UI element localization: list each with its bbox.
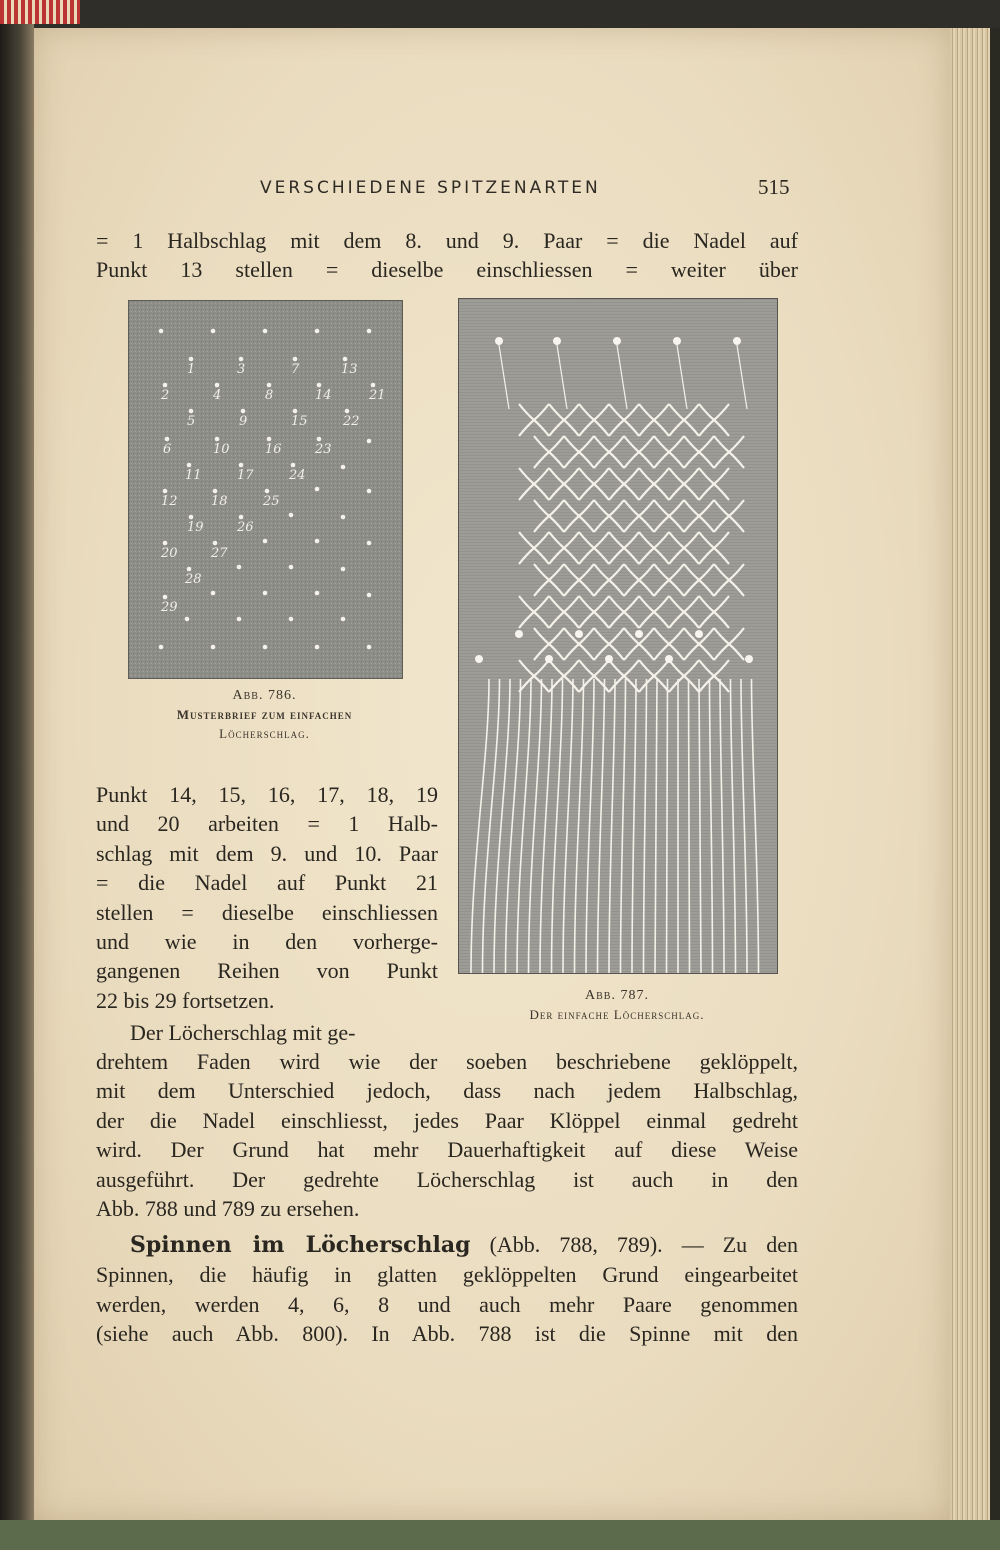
pin bbox=[545, 655, 553, 663]
pin-hole bbox=[163, 595, 168, 600]
figure-786-pattern-card bbox=[128, 300, 403, 679]
text-line: mit dem Unterschied jedoch, dass nach jedem Halbschlag, bbox=[96, 1078, 798, 1104]
pin-hole bbox=[163, 489, 168, 494]
pattern-number: 12 bbox=[161, 494, 178, 509]
pin-hole bbox=[267, 437, 272, 442]
text-line: werden, werden 4, 6, 8 und auch mehr Paare genommen bbox=[96, 1291, 798, 1317]
pin bbox=[495, 337, 503, 345]
pin-hole bbox=[239, 463, 244, 468]
text-line: (siehe auch Abb. 800). In Abb. 788 ist die Spinne mit den bbox=[96, 1321, 798, 1347]
pin-hole bbox=[315, 645, 320, 650]
pin-hole bbox=[291, 463, 296, 468]
pattern-number: 2 bbox=[161, 388, 170, 403]
pin-hole bbox=[263, 645, 268, 650]
pin-hole bbox=[211, 645, 216, 650]
pin-hole bbox=[211, 329, 216, 334]
pin-hole bbox=[265, 489, 270, 494]
pin bbox=[515, 630, 523, 638]
figure-786-caption bbox=[128, 686, 401, 743]
pin bbox=[553, 337, 561, 345]
pattern-number: 28 bbox=[185, 572, 202, 587]
text-line: schlag mit dem 9. und 10. Paar bbox=[96, 840, 438, 866]
pin-hole bbox=[315, 329, 320, 334]
text-line: = 1 Halbschlag mit dem 8. und 9. Paar = die Nadel auf bbox=[96, 228, 798, 253]
pin-hole bbox=[289, 513, 294, 518]
pin bbox=[665, 655, 673, 663]
pin-hole bbox=[341, 515, 346, 520]
pin-hole bbox=[163, 541, 168, 546]
pin-hole bbox=[317, 437, 322, 442]
pin-hole bbox=[187, 463, 192, 468]
pin-hole bbox=[267, 383, 272, 388]
page-edges bbox=[950, 28, 990, 1520]
pin bbox=[475, 655, 483, 663]
pin-hole bbox=[315, 487, 320, 492]
paragraph-top bbox=[96, 226, 798, 285]
paragraph-2-first-line bbox=[130, 1018, 438, 1047]
paragraph-3-first-line-rest: (Abb. 788, 789). — Zu den bbox=[470, 1232, 798, 1257]
page-number: 515 bbox=[758, 175, 790, 199]
pattern-card-illustration bbox=[129, 301, 402, 678]
figure-786-caption-line2: Löcherschlag. bbox=[219, 726, 310, 741]
pin bbox=[733, 337, 741, 345]
pin-hole bbox=[341, 567, 346, 572]
figure-787-caption bbox=[458, 986, 776, 1024]
book-spine bbox=[0, 0, 34, 1550]
thread bbox=[667, 679, 668, 973]
lace-engraving bbox=[459, 299, 777, 973]
pin-hole bbox=[315, 591, 320, 596]
pin bbox=[635, 630, 643, 638]
pin-hole bbox=[315, 539, 320, 544]
text-line: Punkt 13 stellen = dieselbe einschliessen = weiter über bbox=[96, 257, 798, 283]
figure-787-lace-illustration bbox=[458, 298, 778, 974]
pin-hole bbox=[263, 329, 268, 334]
pin bbox=[673, 337, 681, 345]
pattern-number: 24 bbox=[289, 468, 306, 483]
pattern-number: 27 bbox=[211, 546, 228, 561]
pin-hole bbox=[345, 409, 350, 414]
running-title: VERSCHIEDENE SPITZENARTEN bbox=[260, 178, 601, 198]
text-line: der die Nadel einschliesst, jedes Paar Klöppel einmal gedreht bbox=[96, 1107, 798, 1133]
paragraph-left-column bbox=[96, 780, 438, 1015]
pattern-number: 25 bbox=[263, 494, 280, 509]
paragraph-3 bbox=[96, 1230, 798, 1349]
pattern-number: 21 bbox=[369, 388, 386, 403]
pin-hole bbox=[289, 617, 294, 622]
text-line: drehtem Faden wird wie der soeben beschriebene geklöppelt, bbox=[96, 1049, 798, 1074]
pattern-number: 29 bbox=[161, 600, 178, 615]
pin-hole bbox=[189, 357, 194, 362]
text-line: wird. Der Grund hat mehr Dauerhaftigkeit auf diese Weise bbox=[96, 1137, 798, 1163]
thread bbox=[689, 679, 690, 973]
pattern-number: 19 bbox=[187, 520, 204, 535]
paragraph-3-heading: Spinnen im Löcherschlag bbox=[130, 1232, 471, 1258]
pattern-number: 18 bbox=[211, 494, 228, 509]
pin-hole bbox=[239, 515, 244, 520]
figure-786-label: Abb. 786. bbox=[232, 688, 297, 703]
pin-hole bbox=[215, 383, 220, 388]
pin-hole bbox=[189, 515, 194, 520]
text-line: gangenen Reihen von Punkt bbox=[96, 958, 438, 984]
pattern-number: 20 bbox=[161, 546, 178, 561]
pin-hole bbox=[367, 489, 372, 494]
pattern-number: 26 bbox=[237, 520, 254, 535]
pin-hole bbox=[367, 439, 372, 444]
pin-hole bbox=[159, 645, 164, 650]
pattern-number: 13 bbox=[341, 362, 358, 377]
pin-hole bbox=[237, 617, 242, 622]
figure-787-label: Abb. 787. bbox=[585, 988, 649, 1003]
pin-hole bbox=[293, 409, 298, 414]
pattern-number: 11 bbox=[185, 468, 202, 483]
text-line: 22 bis 29 fortsetzen. bbox=[96, 987, 275, 1013]
pin-hole bbox=[263, 539, 268, 544]
pin-hole bbox=[289, 565, 294, 570]
pin-hole bbox=[239, 357, 244, 362]
pin-hole bbox=[341, 465, 346, 470]
pin-hole bbox=[317, 383, 322, 388]
pin-hole bbox=[189, 409, 194, 414]
pattern-number: 6 bbox=[163, 442, 172, 457]
pin-hole bbox=[343, 357, 348, 362]
figure-786-caption-line1: Musterbrief zum einfachen bbox=[176, 707, 353, 722]
pin-hole bbox=[367, 541, 372, 546]
pattern-number: 1 bbox=[187, 362, 196, 377]
paragraph-2 bbox=[96, 1047, 798, 1223]
figure-787-caption-text: Der einfache Löcherschlag. bbox=[529, 1007, 705, 1022]
book-board-top bbox=[34, 0, 1000, 28]
pattern-number: 4 bbox=[213, 388, 222, 403]
text-line: Abb. 788 und 789 zu ersehen. bbox=[96, 1196, 360, 1222]
pin-hole bbox=[215, 437, 220, 442]
pin-hole bbox=[159, 329, 164, 334]
pin bbox=[575, 630, 583, 638]
pattern-number: 15 bbox=[291, 414, 308, 429]
pin-hole bbox=[165, 437, 170, 442]
pin-hole bbox=[367, 645, 372, 650]
pin-hole bbox=[237, 565, 242, 570]
text-line: und 20 arbeiten = 1 Halb- bbox=[96, 811, 438, 837]
pin-hole bbox=[367, 329, 372, 334]
pin-hole bbox=[187, 567, 192, 572]
pin bbox=[695, 630, 703, 638]
pin-hole bbox=[293, 357, 298, 362]
text-line: Der Löcherschlag mit ge- bbox=[130, 1020, 356, 1045]
pattern-number: 14 bbox=[315, 388, 332, 403]
pattern-number: 7 bbox=[291, 362, 300, 377]
pattern-number: 8 bbox=[265, 388, 274, 403]
pattern-number: 17 bbox=[237, 468, 254, 483]
pin-hole bbox=[263, 591, 268, 596]
pin-hole bbox=[211, 591, 216, 596]
pin-hole bbox=[213, 489, 218, 494]
pattern-number: 3 bbox=[237, 362, 246, 377]
pattern-number: 10 bbox=[213, 442, 230, 457]
pin-hole bbox=[371, 383, 376, 388]
pin-hole bbox=[213, 541, 218, 546]
pin-hole bbox=[241, 409, 246, 414]
text-line: stellen = dieselbe einschliessen bbox=[96, 899, 438, 925]
pin bbox=[605, 655, 613, 663]
text-line: ausgeführt. Der gedrehte Löcherschlag ist auch in den bbox=[96, 1166, 798, 1192]
pin-hole bbox=[163, 383, 168, 388]
pin-hole bbox=[341, 617, 346, 622]
pin-hole bbox=[185, 617, 190, 622]
pin bbox=[613, 337, 621, 345]
text-line: Spinnen, die häufig in glatten geklöppelten Grund eingearbeitet bbox=[96, 1262, 798, 1288]
pin bbox=[745, 655, 753, 663]
text-line bbox=[96, 1230, 798, 1260]
pin-hole bbox=[367, 593, 372, 598]
pattern-number: 5 bbox=[187, 414, 196, 429]
headband bbox=[0, 0, 80, 24]
text-line: und wie in den vorherge- bbox=[96, 929, 438, 955]
text-line: = die Nadel auf Punkt 21 bbox=[96, 870, 438, 896]
pattern-number: 22 bbox=[343, 414, 360, 429]
text-line: Punkt 14, 15, 16, 17, 18, 19 bbox=[96, 782, 438, 807]
pattern-number: 16 bbox=[265, 442, 282, 457]
book-board-bottom bbox=[0, 1520, 1000, 1550]
pattern-number: 23 bbox=[315, 442, 332, 457]
pattern-number: 9 bbox=[239, 414, 248, 429]
